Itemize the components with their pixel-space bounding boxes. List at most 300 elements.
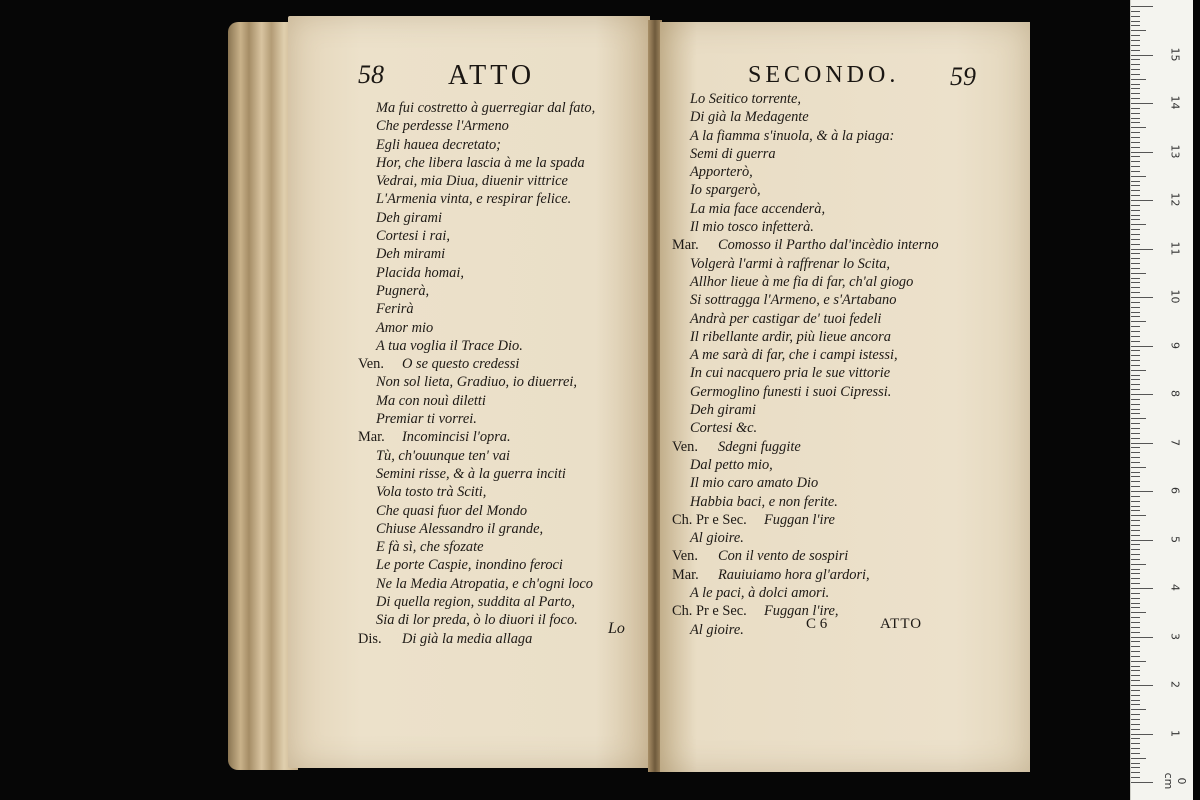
verse-text: In cui nacquero pria le sue vittorie xyxy=(690,365,891,382)
ruler-tick xyxy=(1131,443,1153,444)
ruler-tick xyxy=(1131,30,1146,31)
ruler-tick xyxy=(1131,292,1140,293)
text-line xyxy=(672,163,1028,181)
text-line xyxy=(672,401,1028,419)
verse-text: Premiar ti vorrei. xyxy=(376,411,477,428)
ruler-tick xyxy=(1131,481,1140,482)
ruler-tick xyxy=(1131,413,1140,414)
verse-text: Ma con nouì diletti xyxy=(376,392,486,409)
speaker-label: Dis. xyxy=(358,630,382,647)
ruler-tick xyxy=(1131,409,1140,410)
ruler-number: 9 xyxy=(1168,341,1182,349)
ruler-tick xyxy=(1131,433,1140,434)
ruler-tick xyxy=(1131,724,1140,725)
ruler-tick xyxy=(1131,389,1140,390)
ruler-tick xyxy=(1131,670,1140,671)
text-line xyxy=(672,602,1028,620)
speaker-label: Ch. Pr e Sec. xyxy=(672,603,747,620)
ruler-tick xyxy=(1131,743,1140,744)
text-line xyxy=(358,282,648,300)
right-page xyxy=(660,22,1030,772)
ruler-tick xyxy=(1131,714,1140,715)
ruler-tick xyxy=(1131,506,1140,507)
text-line xyxy=(358,538,648,556)
verse-text: Egli hauea decretato; xyxy=(376,136,501,153)
verse-text: Incomincisi l'opra. xyxy=(402,429,511,446)
ruler-tick xyxy=(1131,704,1140,705)
ruler-tick xyxy=(1131,147,1140,148)
ruler-tick xyxy=(1131,152,1153,153)
ruler-tick xyxy=(1131,738,1140,739)
verse-text: Dal petto mio, xyxy=(690,456,773,473)
verse-text: La mia face accenderà, xyxy=(690,200,826,217)
verse-text: Amor mio xyxy=(376,319,434,336)
ruler-tick xyxy=(1131,370,1146,371)
ruler-tick xyxy=(1131,530,1140,531)
right-signature-mark: C 6 xyxy=(806,616,828,632)
ruler-tick xyxy=(1131,540,1153,541)
ruler-tick xyxy=(1131,767,1140,768)
text-line xyxy=(358,245,648,263)
ruler-tick xyxy=(1131,287,1140,288)
ruler-tick xyxy=(1131,6,1153,7)
ruler-number: 6 xyxy=(1168,487,1182,494)
text-line xyxy=(672,493,1028,511)
text-line xyxy=(672,328,1028,346)
ruler-tick xyxy=(1131,249,1153,250)
text-line xyxy=(358,502,648,520)
text-line xyxy=(672,90,1028,108)
ruler-tick xyxy=(1131,428,1140,429)
verse-text: O se questo credessi xyxy=(402,356,520,373)
ruler-tick xyxy=(1131,457,1140,458)
ruler-tick xyxy=(1131,404,1140,405)
text-line xyxy=(358,209,648,227)
ruler-tick xyxy=(1131,50,1140,51)
ruler-tick xyxy=(1131,219,1140,220)
verse-text: Rauiuiamo hora gl'ardori, xyxy=(718,566,870,583)
ruler-tick xyxy=(1131,156,1140,157)
verse-text: Andrà per castigar de' tuoi fedeli xyxy=(690,310,882,327)
speaker-label: Ven. xyxy=(358,356,384,373)
verse-text: L'Armenia vinta, e respirar felice. xyxy=(376,191,572,208)
ruler-tick xyxy=(1131,21,1140,22)
verse-text: Deh girami xyxy=(690,402,756,419)
ruler-tick xyxy=(1131,646,1140,647)
verse-text: Che quasi fuor del Mondo xyxy=(376,502,528,519)
ruler-tick xyxy=(1131,55,1153,56)
text-line xyxy=(358,117,648,135)
ruler-tick xyxy=(1131,16,1140,17)
verse-text: Il mio tosco infetterà. xyxy=(690,219,814,236)
text-line xyxy=(672,255,1028,273)
text-line xyxy=(672,181,1028,199)
verse-text: Cortesi i rai, xyxy=(376,228,450,245)
ruler-tick xyxy=(1131,569,1140,570)
ruler-tick xyxy=(1131,748,1140,749)
ruler-tick xyxy=(1131,632,1140,633)
ruler-tick xyxy=(1131,418,1146,419)
text-line xyxy=(672,511,1028,529)
ruler-number: 1 xyxy=(1168,729,1182,737)
ruler-tick xyxy=(1131,40,1140,41)
ruler-tick xyxy=(1131,491,1153,492)
text-line xyxy=(672,273,1028,291)
verse-text: A la fiamma s'inuola, & à la piaga: xyxy=(690,127,895,144)
ruler-number: 2 xyxy=(1168,681,1182,688)
ruler-tick xyxy=(1131,583,1140,584)
text-line xyxy=(672,566,1028,584)
verse-text: Hor, che libera lascia à me la spada xyxy=(376,154,585,171)
ruler-tick xyxy=(1131,25,1140,26)
ruler-tick xyxy=(1131,379,1140,380)
text-line xyxy=(358,227,648,245)
verse-text: Sdegni fuggite xyxy=(718,438,801,455)
text-line xyxy=(672,310,1028,328)
ruler-tick xyxy=(1131,122,1140,123)
measuring-ruler xyxy=(1130,0,1193,800)
ruler-tick xyxy=(1131,564,1146,565)
ruler-tick xyxy=(1131,447,1140,448)
right-page-number: 59 xyxy=(950,62,976,91)
ruler-tick xyxy=(1131,554,1140,555)
ruler-tick xyxy=(1131,472,1140,473)
ruler-tick xyxy=(1131,486,1140,487)
ruler-tick xyxy=(1131,753,1140,754)
ruler-tick xyxy=(1131,588,1153,589)
verse-text: Tù, ch'ouunque ten' vai xyxy=(376,447,511,464)
ruler-tick xyxy=(1131,656,1140,657)
ruler-tick xyxy=(1131,617,1140,618)
ruler-tick xyxy=(1131,93,1140,94)
ruler-number: 7 xyxy=(1168,438,1182,446)
ruler-tick xyxy=(1131,476,1140,477)
ruler-tick xyxy=(1131,627,1140,628)
speaker-label: Ven. xyxy=(672,438,698,455)
ruler-tick xyxy=(1131,496,1140,497)
verse-text: Di già la media allaga xyxy=(402,630,533,647)
text-line xyxy=(672,200,1028,218)
verse-text: Chiuse Alessandro il grande, xyxy=(376,520,544,537)
speaker-label: Ven. xyxy=(672,548,698,565)
ruler-tick xyxy=(1131,321,1146,322)
ruler-tick xyxy=(1131,224,1146,225)
text-line xyxy=(358,300,648,318)
ruler-tick xyxy=(1131,45,1140,46)
ruler-tick xyxy=(1131,190,1140,191)
ruler-tick xyxy=(1131,127,1146,128)
verse-text: Habbia baci, e non ferite. xyxy=(690,493,838,510)
ruler-tick xyxy=(1131,438,1140,439)
text-line xyxy=(672,218,1028,236)
ruler-tick xyxy=(1131,535,1140,536)
verse-text: Germoglino funesti i suoi Cipressi. xyxy=(690,383,892,400)
ruler-tick xyxy=(1131,326,1140,327)
ruler-tick xyxy=(1131,258,1140,259)
ruler-tick xyxy=(1131,394,1153,395)
text-line xyxy=(358,593,648,611)
ruler-tick xyxy=(1131,573,1140,574)
ruler-tick xyxy=(1131,185,1140,186)
ruler-tick xyxy=(1131,399,1140,400)
ruler-tick xyxy=(1131,598,1140,599)
ruler-tick xyxy=(1131,375,1140,376)
ruler-tick xyxy=(1131,118,1140,119)
ruler-tick xyxy=(1131,166,1140,167)
ruler-tick xyxy=(1131,525,1140,526)
ruler-tick xyxy=(1131,11,1140,12)
text-line xyxy=(672,438,1028,456)
ruler-tick xyxy=(1131,84,1140,85)
ruler-tick xyxy=(1131,666,1140,667)
verse-text: Volgerà l'armi à raffrenar lo Scita, xyxy=(690,255,891,272)
ruler-tick xyxy=(1131,578,1140,579)
ruler-tick xyxy=(1131,685,1153,686)
left-text-block xyxy=(358,99,648,648)
ruler-number: 11 xyxy=(1168,241,1182,255)
ruler-tick xyxy=(1131,690,1140,691)
ruler-tick xyxy=(1131,253,1140,254)
text-line xyxy=(358,136,648,154)
ruler-tick xyxy=(1131,355,1140,356)
ruler-tick xyxy=(1131,593,1140,594)
verse-text: Ne la Media Atropatia, e ch'ogni loco xyxy=(376,575,593,592)
ruler-tick xyxy=(1131,729,1140,730)
text-line xyxy=(358,410,648,428)
text-line xyxy=(672,364,1028,382)
text-line xyxy=(672,145,1028,163)
ruler-tick xyxy=(1131,350,1140,351)
ruler-number: 4 xyxy=(1168,584,1182,591)
ruler-tick xyxy=(1131,132,1140,133)
ruler-number: 8 xyxy=(1168,390,1182,397)
ruler-number: 13 xyxy=(1168,144,1182,158)
ruler-tick xyxy=(1131,612,1146,613)
verse-text: A me sarà di far, che i campi istessi, xyxy=(690,347,898,364)
text-line xyxy=(672,529,1028,547)
left-catchword: Lo xyxy=(608,620,625,637)
ruler-tick xyxy=(1131,98,1140,99)
verse-text: A le paci, à dolci amori. xyxy=(690,585,830,602)
verse-text: Deh girami xyxy=(376,209,442,226)
text-line xyxy=(358,373,648,391)
left-page xyxy=(288,16,650,768)
text-line xyxy=(672,108,1028,126)
text-line xyxy=(358,556,648,574)
ruler-tick xyxy=(1131,637,1153,638)
left-page-number: 58 xyxy=(358,60,384,89)
verse-text: Ferirà xyxy=(376,301,414,318)
ruler-tick xyxy=(1131,278,1140,279)
ruler-tick xyxy=(1131,336,1140,337)
ruler-tick xyxy=(1131,195,1140,196)
ruler-tick xyxy=(1131,273,1146,274)
text-line xyxy=(358,319,648,337)
ruler-tick xyxy=(1131,74,1140,75)
ruler-tick xyxy=(1131,341,1140,342)
ruler-tick xyxy=(1131,64,1140,65)
ruler-tick xyxy=(1131,171,1140,172)
text-line xyxy=(672,547,1028,565)
ruler-tick xyxy=(1131,515,1146,516)
text-line xyxy=(358,611,648,629)
text-line xyxy=(672,419,1028,437)
text-line xyxy=(358,465,648,483)
ruler-tick xyxy=(1131,467,1146,468)
ruler-tick xyxy=(1131,244,1140,245)
ruler-tick xyxy=(1131,452,1140,453)
ruler-number: 14 xyxy=(1168,95,1182,110)
speaker-label: Ch. Pr e Sec. xyxy=(672,511,747,528)
speaker-label: Mar. xyxy=(358,429,385,446)
ruler-tick xyxy=(1131,603,1140,604)
text-line xyxy=(672,584,1028,602)
text-line xyxy=(358,447,648,465)
verse-text: Io spargerò, xyxy=(690,182,761,199)
ruler-tick xyxy=(1131,181,1140,182)
ruler-tick xyxy=(1131,782,1153,783)
ruler-tick xyxy=(1131,365,1140,366)
ruler-tick xyxy=(1131,88,1140,89)
verse-text: Fuggan l'ire, xyxy=(764,603,839,620)
verse-text: E fà sì, che sfozate xyxy=(376,539,484,556)
verse-text: Vola tosto trà Sciti, xyxy=(376,484,487,501)
ruler-tick xyxy=(1131,763,1140,764)
ruler-tick xyxy=(1131,302,1140,303)
text-line xyxy=(672,127,1028,145)
ruler-tick xyxy=(1131,200,1153,201)
ruler-tick xyxy=(1131,384,1140,385)
ruler-tick xyxy=(1131,772,1140,773)
verse-text: Si sottragga l'Armeno, e s'Artabano xyxy=(690,292,897,309)
verse-text: Il mio caro amato Dio xyxy=(690,475,819,492)
ruler-tick xyxy=(1131,312,1140,313)
ruler-tick xyxy=(1131,35,1140,36)
verse-text: A tua voglia il Trace Dio. xyxy=(376,337,523,354)
text-line xyxy=(672,383,1028,401)
text-line xyxy=(672,456,1028,474)
ruler-tick xyxy=(1131,113,1140,114)
ruler-tick xyxy=(1131,239,1140,240)
ruler-tick xyxy=(1131,719,1140,720)
ruler-tick xyxy=(1131,680,1140,681)
verse-text: Cortesi &c. xyxy=(690,420,758,437)
text-line xyxy=(358,355,648,373)
ruler-tick xyxy=(1131,215,1140,216)
verse-text: Ma fui costretto à guerregiar dal fato, xyxy=(376,100,596,116)
ruler-tick xyxy=(1131,142,1140,143)
text-line xyxy=(358,483,648,501)
ruler-tick xyxy=(1131,510,1140,511)
verse-text: Semini risse, & à la guerra inciti xyxy=(376,465,566,482)
verse-text: Con il vento de sospiri xyxy=(718,548,849,565)
ruler-tick xyxy=(1131,520,1140,521)
verse-text: Apporterò, xyxy=(690,164,753,181)
text-line xyxy=(358,337,648,355)
verse-text: Di già la Medagente xyxy=(690,109,809,126)
verse-text: Non sol lieta, Gradiuo, io diuerrei, xyxy=(376,374,577,391)
right-text-block xyxy=(672,90,1028,639)
ruler-tick xyxy=(1131,263,1140,264)
ruler-tick xyxy=(1131,758,1146,759)
ruler-tick xyxy=(1131,501,1140,502)
text-line xyxy=(672,291,1028,309)
text-line xyxy=(358,392,648,410)
text-line xyxy=(672,474,1028,492)
ruler-tick xyxy=(1131,176,1146,177)
ruler-tick xyxy=(1131,307,1140,308)
verse-text: Placida homai, xyxy=(376,264,464,281)
ruler-tick xyxy=(1131,695,1140,696)
verse-text: Comosso il Partho dal'incèdio interno xyxy=(718,237,939,254)
ruler-tick xyxy=(1131,229,1140,230)
verse-text: Semi di guerra xyxy=(690,145,776,162)
right-catchword: ATTO xyxy=(880,616,923,632)
verse-text: Allhor lieue à me fia di far, ch'al giogo xyxy=(690,273,914,290)
ruler-tick xyxy=(1131,79,1146,80)
text-line xyxy=(358,154,648,172)
ruler-tick xyxy=(1131,103,1153,104)
text-line xyxy=(358,428,648,446)
ruler-tick xyxy=(1131,734,1153,735)
ruler-tick xyxy=(1131,709,1146,710)
ruler-tick xyxy=(1131,210,1140,211)
ruler-tick xyxy=(1131,108,1140,109)
verse-text: Il ribellante ardir, più lieue ancora xyxy=(690,328,891,345)
text-line xyxy=(672,236,1028,254)
ruler-tick xyxy=(1131,282,1140,283)
ruler-tick xyxy=(1131,268,1140,269)
ruler-tick xyxy=(1131,69,1140,70)
ruler-tick xyxy=(1131,661,1146,662)
ruler-tick xyxy=(1131,651,1140,652)
text-line xyxy=(358,264,648,282)
ruler-number: 5 xyxy=(1168,535,1182,543)
ruler-tick xyxy=(1131,622,1140,623)
verse-text: Fuggan l'ire xyxy=(764,511,835,528)
ruler-tick xyxy=(1131,59,1140,60)
ruler-tick xyxy=(1131,559,1140,560)
text-line xyxy=(672,621,1028,639)
verse-text: Al gioire. xyxy=(690,530,744,547)
ruler-tick xyxy=(1131,675,1140,676)
ruler-tick xyxy=(1131,205,1140,206)
verse-text: Le porte Caspie, inondino feroci xyxy=(376,557,563,574)
ruler-unit-label: 0 cm xyxy=(1162,772,1188,790)
text-line xyxy=(358,172,648,190)
ruler-tick xyxy=(1131,462,1140,463)
text-line xyxy=(672,346,1028,364)
text-line xyxy=(358,190,648,208)
text-line xyxy=(358,99,648,117)
ruler-number: 15 xyxy=(1168,47,1182,61)
ruler-tick xyxy=(1131,607,1140,608)
ruler-tick xyxy=(1131,777,1140,778)
verse-text: Che perdesse l'Armeno xyxy=(376,118,509,135)
verse-text: Pugnerà, xyxy=(376,282,430,299)
ruler-number: 3 xyxy=(1168,632,1182,640)
left-page-header: ATTO xyxy=(448,60,536,91)
ruler-tick xyxy=(1131,641,1140,642)
verse-text: Sia di lor preda, ò lo diuori il foco. xyxy=(376,612,578,629)
verse-text: Vedrai, mia Diua, diuenir vittrice xyxy=(376,173,568,190)
text-line xyxy=(358,630,648,648)
ruler-tick xyxy=(1131,316,1140,317)
ruler-tick xyxy=(1131,137,1140,138)
ruler-tick xyxy=(1131,331,1140,332)
ruler-tick xyxy=(1131,360,1140,361)
text-line xyxy=(358,575,648,593)
